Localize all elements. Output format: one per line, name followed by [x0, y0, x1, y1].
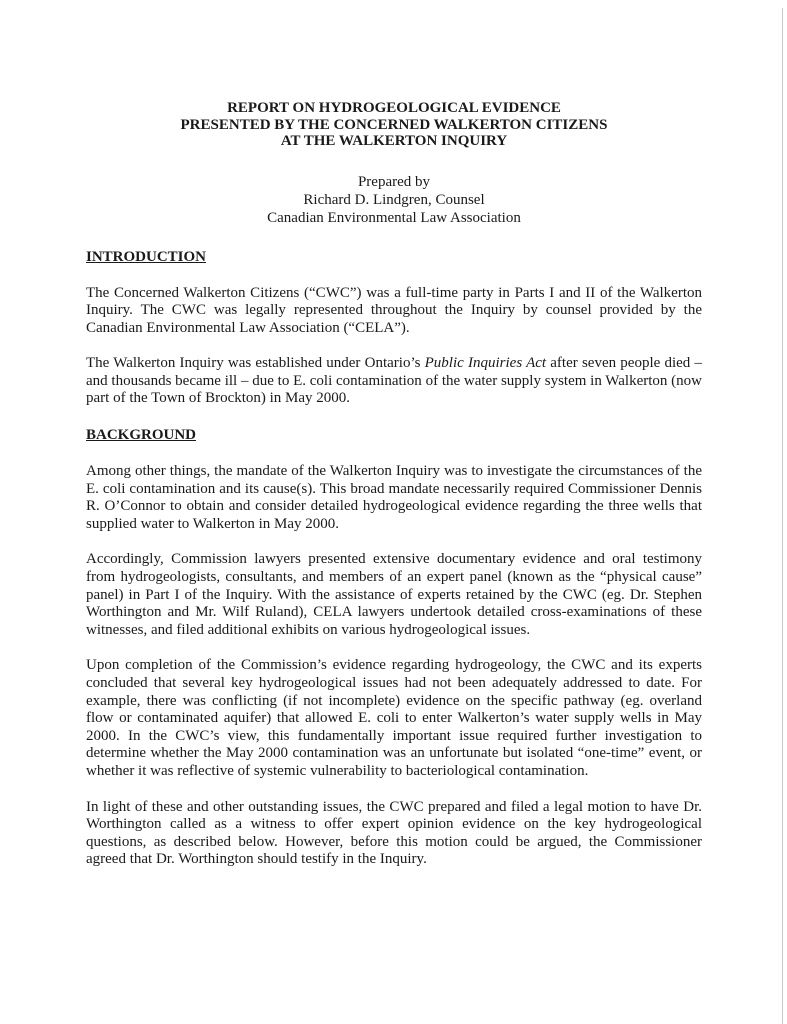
author-name: Richard D. Lindgren, Counsel: [303, 191, 485, 208]
prepared-by-label: Prepared by: [357, 173, 431, 190]
author-organization: Canadian Environmental Law Association: [267, 209, 521, 226]
paragraph: Accordingly, Commission lawyers presented extensive documentary evidence and oral testimony from hydrogeologists, consultants, and members of an expert panel (known as the “physical cause” panel) in Part I of the Inquiry. With the assistance of experts retained by the CWC (eg. Dr. Stephen Worthington and Mr. Wilf Ruland), CELA lawyers undertook detailed cross-examinations of these witnesses, and filed additional exhibits on various hydrogeological issues.: [86, 551, 702, 638]
paragraph: [86, 355, 702, 408]
paragraph-text: The Walkerton Inquiry was established under Ontario’s: [86, 355, 425, 372]
section-heading-introduction: INTRODUCTION: [86, 248, 207, 265]
title-line-2: PRESENTED BY THE CONCERNED WALKERTON CITIZENS: [180, 116, 608, 133]
title-line-1: REPORT ON HYDROGEOLOGICAL EVIDENCE: [227, 100, 561, 116]
page-edge-line: [782, 8, 783, 1024]
report-title: [86, 100, 702, 150]
paragraph: Among other things, the mandate of the Walkerton Inquiry was to investigate the circumstances of the E. coli contamination and its cause(s). This broad mandate necessarily required Commissioner Dennis R. O’Connor to obtain and consider detailed hydrogeological evidence regarding the three wells that supplied water to Walkerton in May 2000.: [86, 463, 702, 532]
document-body: [86, 100, 702, 869]
paragraph-text: after seven people died – and thousands became ill – due to E. coli contamination of the water supply system in Walkerton (now part of the Town of Brockton) in May 2000.: [86, 355, 702, 407]
paragraph: The Concerned Walkerton Citizens (“CWC”) was a full-time party in Parts I and II of the Walkerton Inquiry. The CWC was legally represented throughout the Inquiry by counsel provided by the Canadian Environmental Law Association (“CELA”).: [86, 284, 702, 336]
statute-name-italic: Public Inquiries Act: [424, 355, 547, 372]
section-introduction: [86, 248, 702, 409]
title-line-3: AT THE WALKERTON INQUIRY: [280, 133, 508, 149]
paragraph: In light of these and other outstanding issues, the CWC prepared and filed a legal motion to have Dr. Worthington called as a witness to offer expert opinion evidence on the key hydrogeological questions, as described below. However, before this motion could be argued, the Commissioner agreed that Dr. Worthington should testify in the Inquiry.: [86, 798, 702, 868]
section-heading-background: BACKGROUND: [86, 427, 197, 444]
paragraph: Upon completion of the Commission’s evidence regarding hydrogeology, the CWC and its experts concluded that several key hydrogeological issues had not been adequately addressed to date. For example, there was conflicting (if not incomplete) evidence on the specific pathway (eg. overland flow or contaminated aquifer) that allowed E. coli to enter Walkerton’s water supply wells in May 2000. In the CWC’s view, this fundamentally important issue required further investigation to determine whether the May 2000 contamination was an unfortunate but isolated “one-time” event, or whether it was reflective of systemic vulnerability to bacteriological contamination.: [86, 657, 702, 779]
section-background: [86, 426, 702, 869]
byline: [86, 173, 702, 227]
